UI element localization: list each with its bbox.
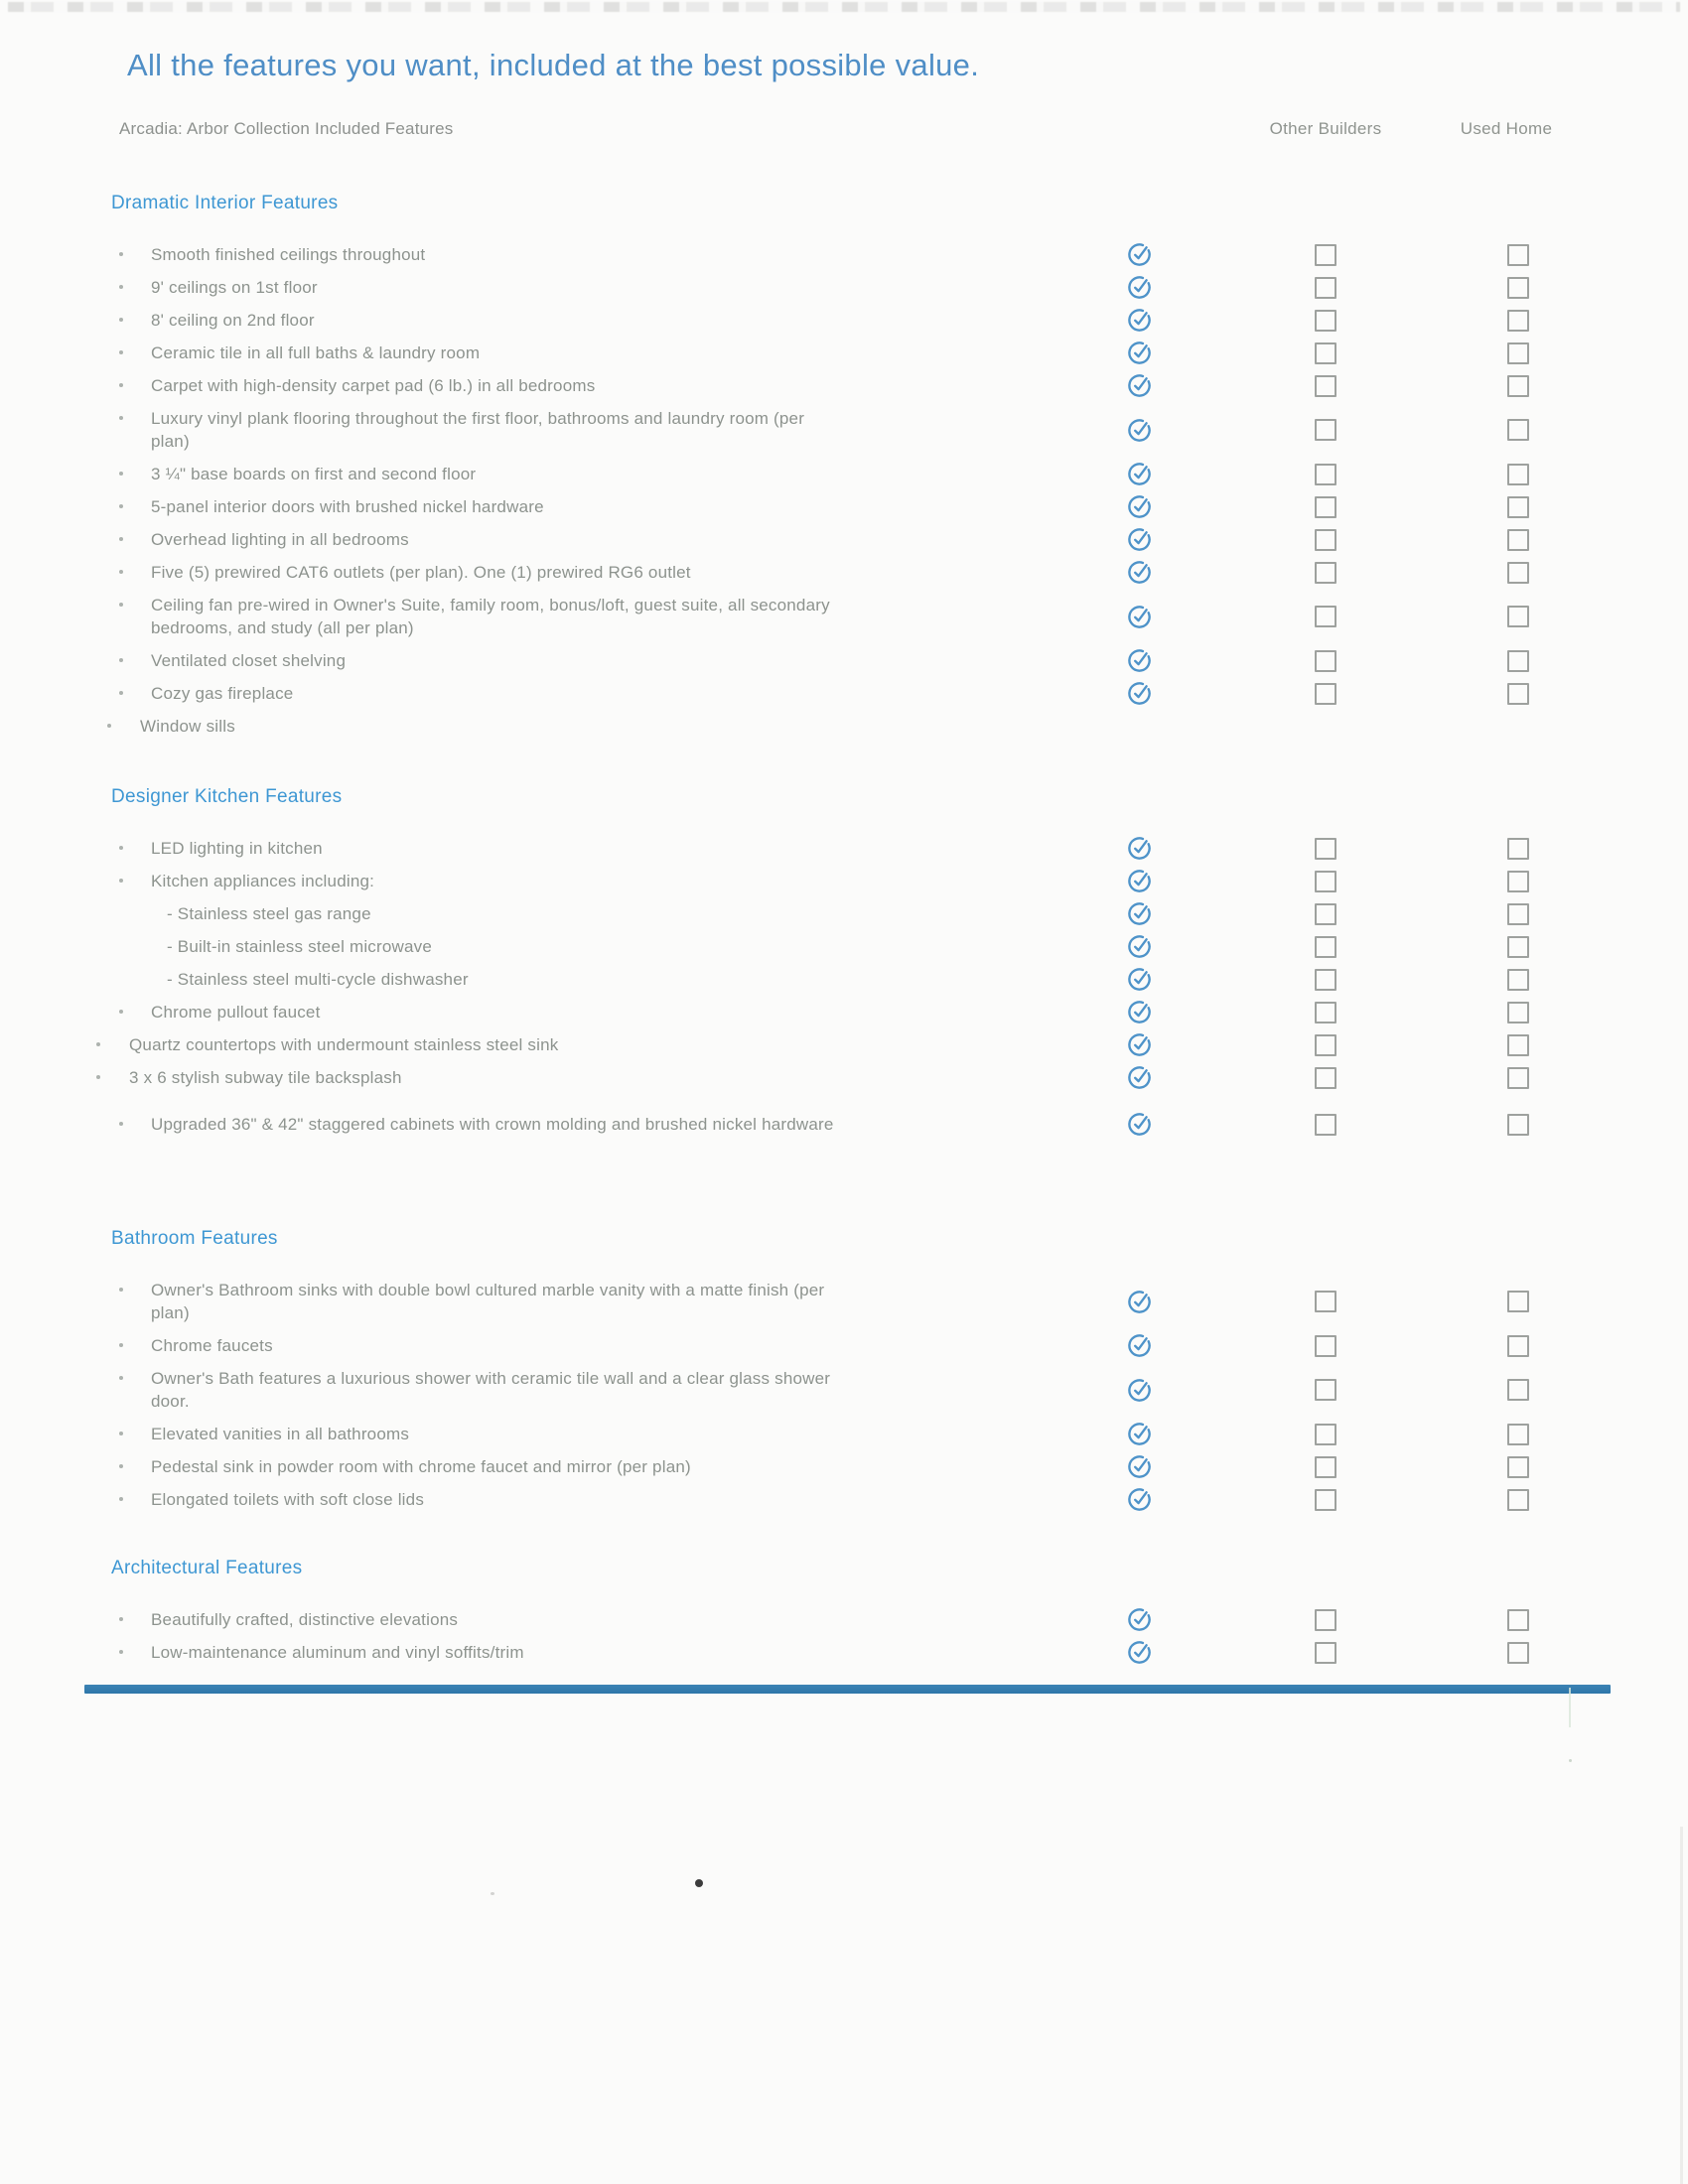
feature-row: [0, 523, 1688, 556]
check-circle-icon: [1126, 680, 1153, 707]
included-check-icon: [1124, 1031, 1154, 1059]
check-circle-icon: [1126, 835, 1153, 862]
empty-checkbox-icon: [1507, 496, 1529, 518]
feature-text: Upgraded 36" & 42" staggered cabinets with crown molding and brushed nickel hardware: [151, 1115, 834, 1134]
other-builders-checkbox: [1315, 342, 1336, 364]
empty-checkbox-icon: [1315, 936, 1336, 958]
included-check-icon: [1124, 416, 1154, 444]
empty-checkbox-icon: [1507, 310, 1529, 332]
check-circle-icon: [1126, 417, 1153, 444]
used-home-checkbox: [1507, 936, 1529, 958]
empty-checkbox-icon: [1315, 1489, 1336, 1511]
section-rows: [0, 832, 1688, 1141]
feature-text: 3 x 6 stylish subway tile backsplash: [129, 1068, 402, 1087]
bullet-dot-icon: [119, 1464, 123, 1468]
feature-text: Five (5) prewired CAT6 outlets (per plan). One (1) prewired RG6 outlet: [151, 563, 691, 582]
included-check-icon: [1124, 900, 1154, 928]
feature-row: [0, 963, 1688, 996]
empty-checkbox-icon: [1507, 529, 1529, 551]
empty-checkbox-icon: [1315, 1335, 1336, 1357]
feature-row: [0, 490, 1688, 523]
used-home-checkbox: [1507, 529, 1529, 551]
feature-row: [0, 369, 1688, 402]
feature-row: [0, 238, 1688, 271]
check-circle-icon: [1126, 868, 1153, 894]
feature-row: [0, 589, 1688, 644]
empty-checkbox-icon: [1315, 529, 1336, 551]
feature-text: Beautifully crafted, distinctive elevations: [151, 1610, 459, 1629]
other-builders-checkbox: [1315, 1114, 1336, 1136]
check-circle-icon: [1126, 1289, 1153, 1315]
included-check-icon: [1124, 461, 1154, 488]
used-home-checkbox: [1507, 1642, 1529, 1664]
feature-text: Ceramic tile in all full baths & laundry room: [151, 343, 481, 362]
feature-text: 5-panel interior doors with brushed nickel hardware: [151, 497, 544, 516]
check-circle-icon: [1126, 307, 1153, 334]
feature-text: Owner's Bathroom sinks with double bowl cultured marble vanity with a matte finish (per plan): [151, 1281, 825, 1322]
bullet-dot-icon: [119, 383, 123, 387]
included-check-icon: [1124, 493, 1154, 521]
feature-row: [0, 1061, 1688, 1094]
empty-checkbox-icon: [1507, 936, 1529, 958]
other-builders-checkbox: [1315, 1067, 1336, 1089]
empty-checkbox-icon: [1507, 562, 1529, 584]
empty-checkbox-icon: [1507, 277, 1529, 299]
feature-row: [0, 271, 1688, 304]
used-home-checkbox: [1507, 1067, 1529, 1089]
used-home-checkbox: [1507, 1609, 1529, 1631]
check-circle-icon: [1126, 1639, 1153, 1666]
used-home-checkbox: [1507, 496, 1529, 518]
check-circle-icon: [1126, 999, 1153, 1025]
check-circle-icon: [1126, 900, 1153, 927]
feature-text: Elongated toilets with soft close lids: [151, 1490, 425, 1509]
empty-checkbox-icon: [1315, 1642, 1336, 1664]
column-header-other-builders: Other Builders: [1269, 119, 1382, 138]
used-home-checkbox: [1507, 650, 1529, 672]
empty-checkbox-icon: [1507, 464, 1529, 485]
feature-row: [0, 865, 1688, 897]
other-builders-checkbox: [1315, 838, 1336, 860]
empty-checkbox-icon: [1315, 277, 1336, 299]
feature-section: [0, 193, 1688, 743]
bullet-dot-icon: [119, 658, 123, 662]
used-home-checkbox: [1507, 903, 1529, 925]
used-home-checkbox: [1507, 464, 1529, 485]
scan-artifact-line: [1569, 1688, 1571, 1727]
empty-checkbox-icon: [1507, 375, 1529, 397]
used-home-checkbox: [1507, 1424, 1529, 1445]
feature-text: Cozy gas fireplace: [151, 684, 294, 703]
included-check-icon: [1124, 933, 1154, 961]
included-check-icon: [1124, 526, 1154, 554]
bullet-dot-icon: [96, 1042, 100, 1046]
feature-section: [0, 1228, 1688, 1516]
bullet-dot-icon: [119, 1122, 123, 1126]
other-builders-checkbox: [1315, 1424, 1336, 1445]
other-builders-checkbox: [1315, 1034, 1336, 1056]
used-home-checkbox: [1507, 1002, 1529, 1024]
feature-row: [0, 996, 1688, 1028]
included-check-icon: [1124, 340, 1154, 367]
empty-checkbox-icon: [1507, 1002, 1529, 1024]
bullet-dot-icon: [119, 1343, 123, 1347]
used-home-checkbox: [1507, 1291, 1529, 1312]
scan-artifact-speck: [491, 1892, 494, 1895]
section-heading: Bathroom Features: [111, 1228, 278, 1249]
feature-row: [0, 1636, 1688, 1669]
used-home-checkbox: [1507, 419, 1529, 441]
bullet-dot-icon: [119, 537, 123, 541]
feature-row: [0, 897, 1688, 930]
empty-checkbox-icon: [1507, 1456, 1529, 1478]
used-home-checkbox: [1507, 871, 1529, 892]
included-check-icon: [1124, 647, 1154, 675]
feature-text: Chrome faucets: [151, 1336, 273, 1355]
feature-text: Quartz countertops with undermount stainless steel sink: [129, 1035, 559, 1054]
used-home-checkbox: [1507, 1379, 1529, 1401]
bullet-dot-icon: [119, 1617, 123, 1621]
bullet-dot-icon: [119, 472, 123, 476]
feature-text: Carpet with high-density carpet pad (6 lb.) in all bedrooms: [151, 376, 596, 395]
section-heading: Designer Kitchen Features: [111, 786, 343, 807]
included-check-icon: [1124, 559, 1154, 587]
included-check-icon: [1124, 868, 1154, 895]
empty-checkbox-icon: [1507, 838, 1529, 860]
empty-checkbox-icon: [1507, 1642, 1529, 1664]
empty-checkbox-icon: [1507, 1034, 1529, 1056]
used-home-checkbox: [1507, 969, 1529, 991]
other-builders-checkbox: [1315, 1291, 1336, 1312]
empty-checkbox-icon: [1507, 903, 1529, 925]
empty-checkbox-icon: [1315, 650, 1336, 672]
check-circle-icon: [1126, 1606, 1153, 1633]
feature-text: - Built-in stainless steel microwave: [167, 937, 433, 956]
feature-text: Chrome pullout faucet: [151, 1003, 321, 1022]
bullet-dot-icon: [119, 879, 123, 883]
bullet-dot-icon: [119, 285, 123, 289]
empty-checkbox-icon: [1315, 1424, 1336, 1445]
bullet-dot-icon: [119, 570, 123, 574]
included-check-icon: [1124, 1639, 1154, 1667]
check-circle-icon: [1126, 241, 1153, 268]
empty-checkbox-icon: [1315, 969, 1336, 991]
used-home-checkbox: [1507, 244, 1529, 266]
column-header-used-home: Used Home: [1460, 119, 1553, 138]
empty-checkbox-icon: [1315, 244, 1336, 266]
empty-checkbox-icon: [1507, 650, 1529, 672]
empty-checkbox-icon: [1315, 1114, 1336, 1136]
scan-artifact-page-edge: [1680, 1827, 1683, 2184]
feature-text: Smooth finished ceilings throughout: [151, 245, 426, 264]
other-builders-checkbox: [1315, 1642, 1336, 1664]
used-home-checkbox: [1507, 562, 1529, 584]
empty-checkbox-icon: [1507, 1379, 1529, 1401]
other-builders-checkbox: [1315, 903, 1336, 925]
bullet-dot-icon: [119, 350, 123, 354]
empty-checkbox-icon: [1507, 683, 1529, 705]
empty-checkbox-icon: [1315, 1456, 1336, 1478]
included-check-icon: [1124, 1606, 1154, 1634]
included-check-icon: [1124, 1064, 1154, 1092]
scan-artifact-ink-dot: [695, 1879, 703, 1887]
feature-row: [0, 1603, 1688, 1636]
other-builders-checkbox: [1315, 1335, 1336, 1357]
feature-text: Elevated vanities in all bathrooms: [151, 1425, 410, 1443]
included-check-icon: [1124, 241, 1154, 269]
empty-checkbox-icon: [1315, 1034, 1336, 1056]
bottom-divider-rule: [84, 1685, 1611, 1694]
feature-section: [0, 1558, 1688, 1669]
other-builders-checkbox: [1315, 1456, 1336, 1478]
check-circle-icon: [1126, 1377, 1153, 1404]
other-builders-checkbox: [1315, 419, 1336, 441]
section-rows: [0, 1603, 1688, 1669]
bullet-dot-icon: [96, 1075, 100, 1079]
empty-checkbox-icon: [1315, 464, 1336, 485]
feature-row: [0, 1450, 1688, 1483]
feature-text: Overhead lighting in all bedrooms: [151, 530, 409, 549]
empty-checkbox-icon: [1315, 310, 1336, 332]
feature-text: - Stainless steel multi-cycle dishwasher: [167, 970, 469, 989]
scan-artifact-strip: [8, 2, 1680, 12]
bullet-dot-icon: [119, 504, 123, 508]
feature-row: [0, 930, 1688, 963]
feature-text: - Stainless steel gas range: [167, 904, 371, 923]
check-circle-icon: [1126, 274, 1153, 301]
empty-checkbox-icon: [1507, 1424, 1529, 1445]
bullet-dot-icon: [119, 691, 123, 695]
bullet-dot-icon: [119, 603, 123, 607]
bullet-dot-icon: [119, 252, 123, 256]
other-builders-checkbox: [1315, 244, 1336, 266]
used-home-checkbox: [1507, 1335, 1529, 1357]
other-builders-checkbox: [1315, 1379, 1336, 1401]
feature-row: [0, 644, 1688, 677]
feature-row: [0, 832, 1688, 865]
check-circle-icon: [1126, 461, 1153, 487]
empty-checkbox-icon: [1315, 1291, 1336, 1312]
other-builders-checkbox: [1315, 936, 1336, 958]
feature-text: 8' ceiling on 2nd floor: [151, 311, 315, 330]
empty-checkbox-icon: [1507, 342, 1529, 364]
other-builders-checkbox: [1315, 375, 1336, 397]
feature-text: LED lighting in kitchen: [151, 839, 323, 858]
check-circle-icon: [1126, 526, 1153, 553]
used-home-checkbox: [1507, 683, 1529, 705]
other-builders-checkbox: [1315, 464, 1336, 485]
check-circle-icon: [1126, 647, 1153, 674]
feature-text: 9' ceilings on 1st floor: [151, 278, 318, 297]
included-check-icon: [1124, 1376, 1154, 1404]
included-check-icon: [1124, 1332, 1154, 1360]
feature-text: Pedestal sink in powder room with chrome faucet and mirror (per plan): [151, 1457, 691, 1476]
feature-row: [0, 1028, 1688, 1061]
page-title: All the features you want, included at the best possible value.: [127, 48, 980, 82]
used-home-checkbox: [1507, 277, 1529, 299]
empty-checkbox-icon: [1507, 244, 1529, 266]
other-builders-checkbox: [1315, 277, 1336, 299]
check-circle-icon: [1126, 1332, 1153, 1359]
check-circle-icon: [1126, 1031, 1153, 1058]
feature-sections: [0, 193, 1688, 1669]
bullet-dot-icon: [119, 846, 123, 850]
bullet-dot-icon: [119, 1650, 123, 1654]
feature-row: [0, 1274, 1688, 1329]
included-check-icon: [1124, 1111, 1154, 1139]
check-circle-icon: [1126, 559, 1153, 586]
used-home-checkbox: [1507, 375, 1529, 397]
included-check-icon: [1124, 1421, 1154, 1448]
check-circle-icon: [1126, 1111, 1153, 1138]
empty-checkbox-icon: [1507, 1114, 1529, 1136]
used-home-checkbox: [1507, 1034, 1529, 1056]
feature-row: [0, 556, 1688, 589]
feature-row: [0, 458, 1688, 490]
included-check-icon: [1124, 835, 1154, 863]
empty-checkbox-icon: [1315, 1609, 1336, 1631]
check-circle-icon: [1126, 493, 1153, 520]
used-home-checkbox: [1507, 1489, 1529, 1511]
other-builders-checkbox: [1315, 529, 1336, 551]
empty-checkbox-icon: [1315, 419, 1336, 441]
included-check-icon: [1124, 603, 1154, 630]
check-circle-icon: [1126, 372, 1153, 399]
check-circle-icon: [1126, 1486, 1153, 1513]
check-circle-icon: [1126, 1064, 1153, 1091]
bullet-dot-icon: [119, 1376, 123, 1380]
other-builders-checkbox: [1315, 969, 1336, 991]
document-subtitle: Arcadia: Arbor Collection Included Features: [119, 119, 454, 138]
empty-checkbox-icon: [1507, 871, 1529, 892]
feature-row: [0, 1329, 1688, 1362]
other-builders-checkbox: [1315, 606, 1336, 627]
empty-checkbox-icon: [1507, 1335, 1529, 1357]
used-home-checkbox: [1507, 1114, 1529, 1136]
bullet-dot-icon: [119, 1010, 123, 1014]
empty-checkbox-icon: [1507, 969, 1529, 991]
empty-checkbox-icon: [1315, 496, 1336, 518]
section-rows: [0, 1274, 1688, 1516]
empty-checkbox-icon: [1315, 375, 1336, 397]
empty-checkbox-icon: [1507, 1609, 1529, 1631]
feature-row: [0, 1483, 1688, 1516]
feature-row: [0, 1108, 1688, 1141]
feature-text: Luxury vinyl plank flooring throughout the first floor, bathrooms and laundry room (per plan): [151, 409, 805, 451]
used-home-checkbox: [1507, 606, 1529, 627]
feature-text: Ventilated closet shelving: [151, 651, 347, 670]
empty-checkbox-icon: [1507, 1067, 1529, 1089]
feature-row: [0, 337, 1688, 369]
other-builders-checkbox: [1315, 683, 1336, 705]
empty-checkbox-icon: [1507, 1489, 1529, 1511]
bullet-dot-icon: [119, 416, 123, 420]
included-check-icon: [1124, 1486, 1154, 1514]
other-builders-checkbox: [1315, 496, 1336, 518]
feature-text: 3 ¼" base boards on first and second floor: [151, 465, 477, 483]
other-builders-checkbox: [1315, 310, 1336, 332]
feature-text: Ceiling fan pre-wired in Owner's Suite, family room, bonus/loft, guest suite, all secondary bedrooms, and study (all per plan): [151, 596, 830, 637]
empty-checkbox-icon: [1315, 683, 1336, 705]
feature-row: [0, 710, 1688, 743]
bullet-dot-icon: [119, 1432, 123, 1435]
empty-checkbox-icon: [1507, 1291, 1529, 1312]
section-heading: Architectural Features: [111, 1558, 303, 1578]
feature-row: [0, 304, 1688, 337]
feature-row: [0, 1418, 1688, 1450]
empty-checkbox-icon: [1507, 606, 1529, 627]
included-check-icon: [1124, 1288, 1154, 1315]
other-builders-checkbox: [1315, 871, 1336, 892]
feature-section: [0, 786, 1688, 1141]
check-circle-icon: [1126, 1421, 1153, 1447]
feature-row: [0, 1362, 1688, 1418]
included-check-icon: [1124, 1453, 1154, 1481]
other-builders-checkbox: [1315, 1002, 1336, 1024]
empty-checkbox-icon: [1315, 562, 1336, 584]
included-check-icon: [1124, 999, 1154, 1026]
empty-checkbox-icon: [1315, 1379, 1336, 1401]
bullet-dot-icon: [119, 1288, 123, 1292]
empty-checkbox-icon: [1315, 903, 1336, 925]
bullet-dot-icon: [119, 1497, 123, 1501]
empty-checkbox-icon: [1315, 871, 1336, 892]
other-builders-checkbox: [1315, 1609, 1336, 1631]
empty-checkbox-icon: [1315, 838, 1336, 860]
feature-row: [0, 402, 1688, 458]
feature-text: Low-maintenance aluminum and vinyl soffits/trim: [151, 1643, 524, 1662]
other-builders-checkbox: [1315, 1489, 1336, 1511]
check-circle-icon: [1126, 933, 1153, 960]
check-circle-icon: [1126, 966, 1153, 993]
included-check-icon: [1124, 680, 1154, 708]
table-header-row: [0, 119, 1688, 141]
used-home-checkbox: [1507, 310, 1529, 332]
check-circle-icon: [1126, 1453, 1153, 1480]
included-check-icon: [1124, 966, 1154, 994]
scan-artifact-dot: [1569, 1759, 1572, 1762]
bullet-dot-icon: [107, 724, 111, 728]
included-check-icon: [1124, 372, 1154, 400]
included-check-icon: [1124, 307, 1154, 335]
feature-text: Kitchen appliances including:: [151, 872, 375, 890]
empty-checkbox-icon: [1315, 342, 1336, 364]
section-heading: Dramatic Interior Features: [111, 193, 339, 213]
empty-checkbox-icon: [1315, 606, 1336, 627]
used-home-checkbox: [1507, 1456, 1529, 1478]
feature-text: Window sills: [140, 717, 235, 736]
empty-checkbox-icon: [1315, 1002, 1336, 1024]
other-builders-checkbox: [1315, 562, 1336, 584]
other-builders-checkbox: [1315, 650, 1336, 672]
feature-text: Owner's Bath features a luxurious shower with ceramic tile wall and a clear glass shower door.: [151, 1369, 831, 1411]
check-circle-icon: [1126, 340, 1153, 366]
empty-checkbox-icon: [1315, 1067, 1336, 1089]
included-check-icon: [1124, 274, 1154, 302]
empty-checkbox-icon: [1507, 419, 1529, 441]
check-circle-icon: [1126, 604, 1153, 630]
bullet-dot-icon: [119, 318, 123, 322]
used-home-checkbox: [1507, 342, 1529, 364]
feature-row: [0, 677, 1688, 710]
section-rows: [0, 238, 1688, 743]
used-home-checkbox: [1507, 838, 1529, 860]
